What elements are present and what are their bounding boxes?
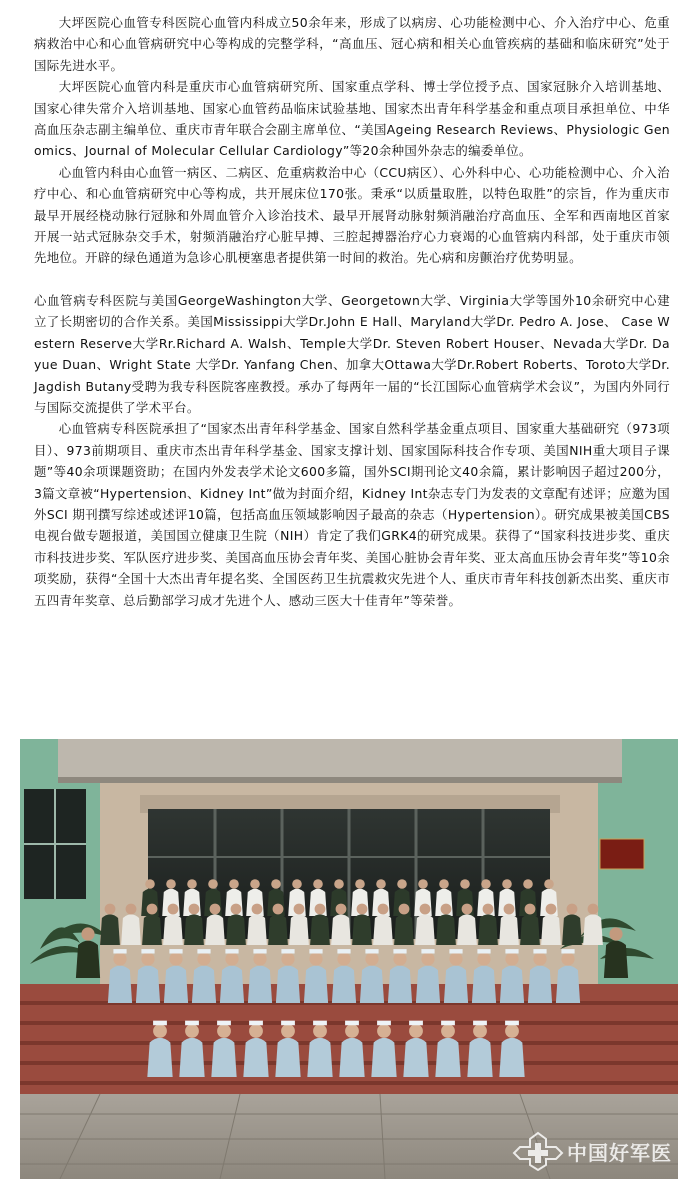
wall-sign bbox=[600, 839, 644, 869]
paragraph-qualifications: 大坪医院心血管内科是重庆市心血管病研究所、国家重点学科、博士学位授予点、国家冠脉介入培训基地、国家心律失常介入培训基地、国家心血管药品临床试验基地、国家杰出青年科学基金和重点项目承担单位、中华高血压杂志副主编单位、重庆市青年联合会副主席单位、“美国Ageing Research Reviews、Physiologic Genomics、Journal of Molecular Cellular Cardiology”等20余种国外杂志的编委单位。 bbox=[34, 79, 670, 159]
watermark bbox=[511, 1131, 672, 1171]
paragraph-departments: 心血管内科由心血管一病区、二病区、危重病救治中心（CCU病区）、心外科中心、心功能检测中心、介入治疗中心、和心血管病研究中心等构成，共开展床位170张。秉承“以质量取胜，以特色取胜”的宗旨，作为重庆市最早开展经桡动脉行冠脉和外周血管介入诊治技术、最早开展肾动脉射频消融治疗高血压、全军和西南地区首家开展一站式冠脉杂交手术，射频消融治疗心脏早搏、三腔起搏器治疗心力衰竭的心血管病内科部，处于重庆市领先地位。开辟的绿色通道为急诊心肌梗塞患者提供第一时间的救治。先心病和房颤治疗优势明显。 bbox=[34, 164, 670, 266]
entrance-canopy bbox=[58, 739, 622, 781]
paragraph-gap bbox=[34, 269, 670, 290]
cross-emblem-logo-icon bbox=[511, 1131, 565, 1171]
paragraph-history: 大坪医院心血管专科医院心血管内科成立50余年来，形成了以病房、心功能检测中心、介入治疗中心、危重病救治中心和心血管病研究中心等构成的完整学科，“高血压、冠心病和相关心血管疾病的基础和临床研究”处于国际先进水平。 bbox=[34, 15, 670, 73]
article-text bbox=[34, 12, 670, 611]
paragraph-international-cooperation: 心血管病专科医院与美国GeorgeWashington大学、Georgetown大学、Virginia大学等国外10余研究中心建立了长期密切的合作关系。美国Mississippi大学Dr.John E Hall、Maryland大学Dr. Pedro A. Jose、 Case Western Reserve大学Rr.Richard A. Walsh、Temple大学Dr. Steven Robert Houser、Nevada大学Dr. Dayue Duan、Wright State 大学Dr. Yanfang Chen、加拿大Ottawa大学Dr.Robert Roberts、Toroto大学Dr.Jagdish Butany受聘为我专科医院客座教授。承办了每两年一届的“长江国际心血管病学术会议”，为国内外同行与国际交流提供了学术平台。 bbox=[34, 292, 670, 415]
watermark-text: 中国好军医 bbox=[567, 1140, 672, 1165]
paragraph-research-achievements: 心血管病专科医院承担了“国家杰出青年科学基金、国家自然科学基金重点项目、国家重大基础研究（973项目）、973前期项目、重庆市杰出青年科学基金、国家支撑计划、国家国际科技合作专项、美国NIH重大项目子课题”等40余项课题资助；在国内外发表学术论文600多篇，国外SCI期刊论文40余篇，累计影响因子超过200分，3篇文章被“Hypertension、Kidney Int”做为封面介绍，Kidney Int杂志专门为发表的文章配有述评；应邀为国外SCI 期刊撰写综述或述评10篇，包括高血压领域影响因子最高的杂志（Hypertension）。研究成果被美国CBS电视台做专题报道，美国国立健康卫生院（NIH）肯定了我们GRK4的研究成果。获得了“国家科技进步奖、重庆市科技进步奖、军队医疗进步奖、美国高血压协会青年奖、美国心脏协会青年奖、亚太高血压协会青年奖”等10余项奖励，获得“全国十大杰出青年提名奖、全国医药卫生抗震救灾先进个人、重庆市青年科技创新杰出奖、重庆市五四青年奖章、总后勤部学习成才先进个人、感动三医大十佳青年”等荣誉。 bbox=[34, 421, 670, 608]
group-photo bbox=[20, 739, 678, 1179]
group-photo-illustration bbox=[20, 739, 678, 1179]
